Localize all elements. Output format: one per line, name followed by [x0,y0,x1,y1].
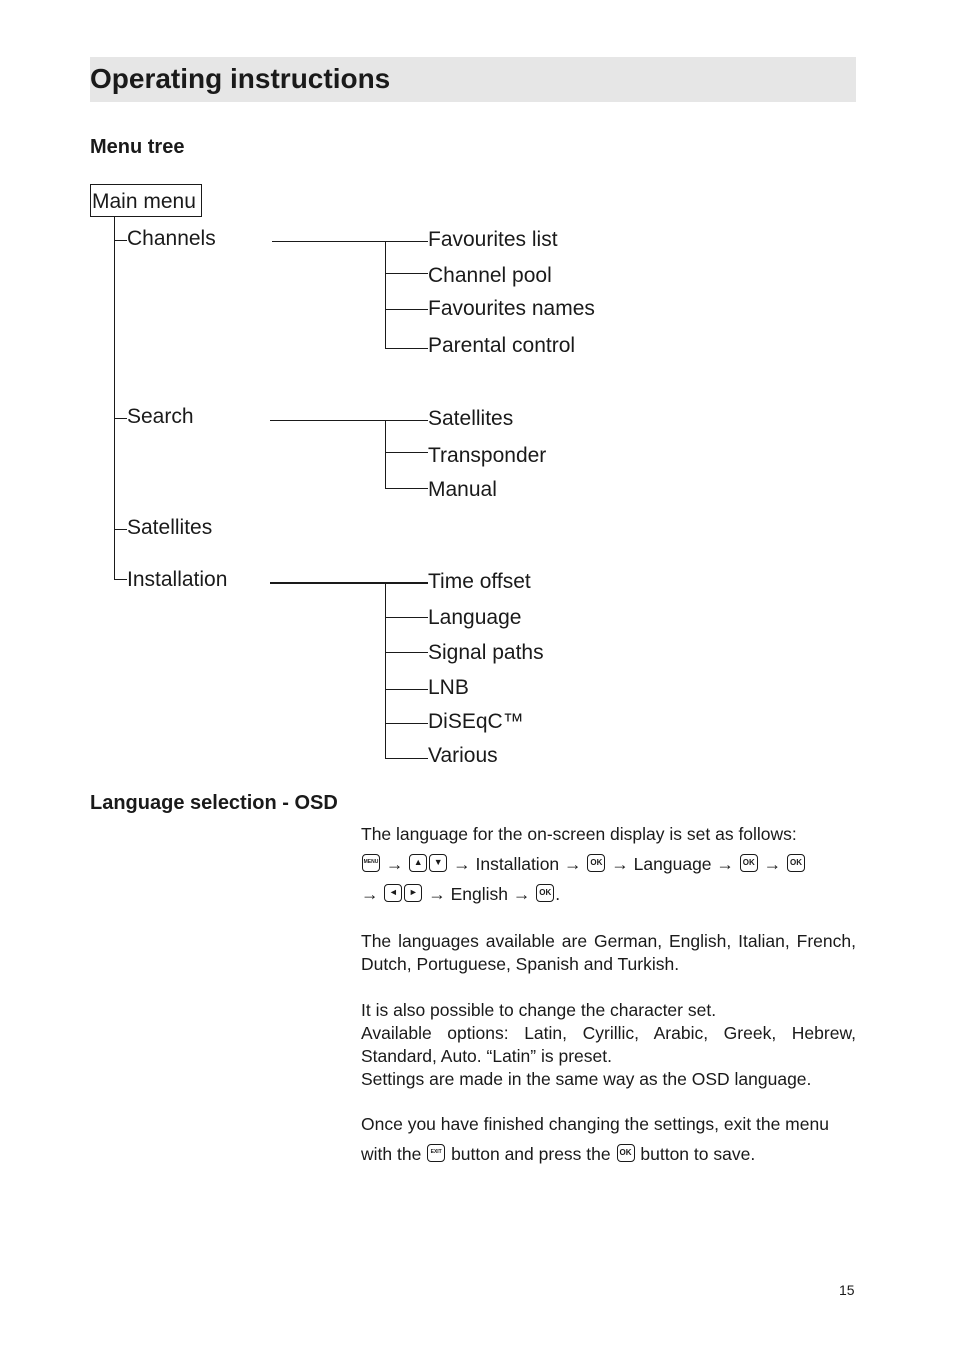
charset-line-2: Available options: Latin, Cyrillic, Arabic, Greek, Hebrew, Standard, Auto. “Latin” is preset. [361,1023,856,1066]
branch-channels: Channels [127,227,216,250]
tick-various [385,758,428,759]
key-sequence-line-1 [361,854,806,875]
sequence-end: . [555,884,561,904]
tick-parental-control [385,348,428,349]
tick-lnb [385,689,428,690]
header-bar [90,57,856,102]
charset-line-1: It is also possible to change the character set. [361,1000,717,1020]
tick-channels [114,240,127,241]
tick-transponder [385,452,428,453]
tick-manual [385,488,428,489]
arrow: → [361,884,379,904]
tick-search [114,418,127,419]
arrow: → [564,854,582,874]
page-number: 15 [839,1282,855,1298]
key-sequence-line-2 [361,884,560,905]
item-lnb: LNB [428,676,469,699]
arrow: → [763,854,782,874]
installation-connector [270,582,428,584]
tree-trunk-line [114,217,115,579]
down-key-icon: ▼ [429,854,447,872]
item-satellites: Satellites [428,407,514,430]
ok-key-icon: OK [787,854,805,872]
finish-line-2 [361,1144,755,1165]
ok-key-icon: OK [587,854,605,872]
installation-step: Installation [475,854,560,874]
item-transponder: Transponder [428,444,547,467]
item-language: Language [428,606,522,629]
tick-favourites-names [385,309,428,310]
tick-satellites [114,529,127,530]
finish-line-1: Once you have finished changing the settings, exit the menu [361,1114,829,1134]
main-menu-label: Main menu [92,190,196,213]
search-connector [270,420,428,421]
left-key-icon: ◄ [384,884,402,902]
arrow: → [385,854,404,874]
exit-key-icon: EXIT [427,1144,445,1162]
item-diseqc: DiSEqC™ [428,710,524,733]
up-key-icon: ▲ [409,854,427,872]
arrow: → [611,854,629,874]
arrow: → [716,854,734,874]
finish-text-a: with the [361,1144,422,1164]
tick-diseqc [385,723,428,724]
page-title: Operating instructions [90,63,391,94]
menu-key-icon: MENU [362,854,380,872]
installation-vertical [385,582,386,759]
item-signal-paths: Signal paths [428,641,544,664]
arrow: → [428,884,446,904]
language-step: Language [633,854,712,874]
tick-language [385,617,428,618]
ok-key-icon: OK [740,854,758,872]
tick-signal-paths [385,652,428,653]
finish-text-b: button and press the [451,1144,611,1164]
branch-satellites: Satellites [127,516,213,539]
channels-vertical [385,241,386,349]
intro-text: The language for the on-screen display is set as follows: [361,824,797,844]
charset-line-3: Settings are made in the same way as the OSD language. [361,1069,812,1089]
item-favourites-list: Favourites list [428,228,558,251]
right-key-icon: ► [404,884,422,902]
english-step: English [450,884,509,904]
item-channel-pool: Channel pool [428,264,552,287]
search-vertical [385,420,386,489]
tick-channel-pool [385,273,428,274]
menu-tree-heading: Menu tree [90,136,185,158]
branch-search: Search [127,405,194,428]
languages-paragraph: The languages available are German, English, Italian, French, Dutch, Portuguese, Spanish and Turkish. [361,931,856,974]
tick-installation [114,579,127,580]
channels-connector [272,241,428,242]
arrow: → [512,884,531,904]
arrow: → [453,854,471,874]
ok-key-icon: OK [617,1144,635,1162]
item-favourites-names: Favourites names [428,297,595,320]
finish-text-c: button to save. [640,1144,756,1164]
item-parental-control: Parental control [428,334,576,357]
language-section-heading: Language selection - OSD [90,792,338,814]
item-time-offset: Time offset [428,570,531,593]
branch-installation: Installation [127,568,228,591]
item-manual: Manual [428,478,497,501]
item-various: Various [428,744,498,767]
ok-key-icon: OK [536,884,554,902]
